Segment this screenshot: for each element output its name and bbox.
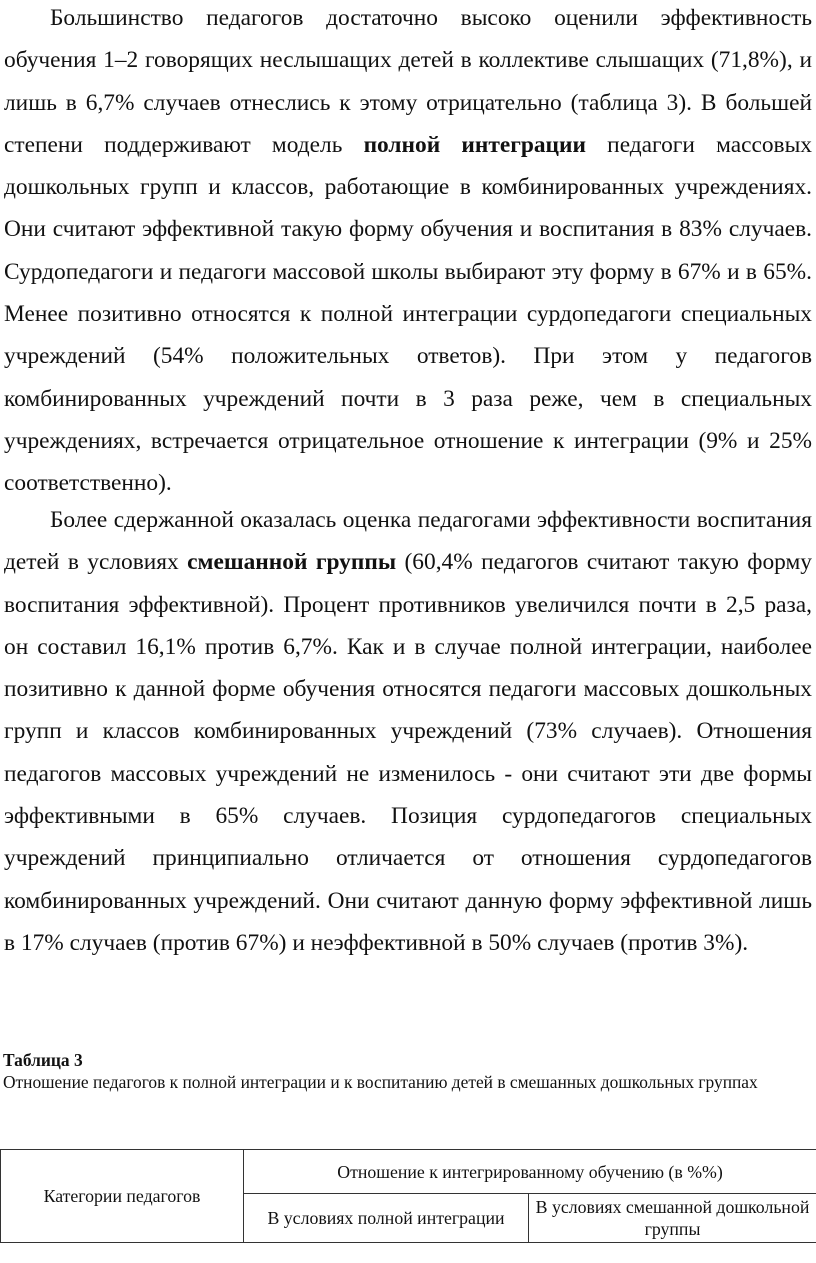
text-segment: Большинство педагогов достаточно высоко оценили эффективность обучения 1–2 говорящих неслышащих детей в коллективе слышащих (71,8%), и лишь в 6,7% случаев отнеслись к этому отрицательно (таблица 3). В большей степени поддерживают модель bbox=[4, 5, 812, 158]
header-category: Категории педагогов bbox=[1, 1150, 244, 1243]
paragraph-mixed-group bbox=[4, 499, 812, 964]
text-segment: Более сдержанной оказалась оценка педагогами эффективности воспитания детей в условиях bbox=[4, 507, 812, 576]
header-attitude-group: Отношение к интегрированному обучению (в %%) bbox=[244, 1150, 816, 1194]
text-segment: педагоги массовых дошкольных групп и классов, работающие в комбинированных учреждениях. Они считают эффективной такую форму обучения и воспитания в 83% случаев. Сурдопедагоги и педагоги массовой школы выбирают эту форму в 67% и в 65%. Менее позитивно относятся к полной интеграции сурдопедагоги специальных учреждений (54% положительных ответов). При этом у педагогов комбинированных учреждений почти в 3 раза реже, чем в специальных учреждениях, встречается отрицательное отношение к интеграции (9% и 25% соответственно). bbox=[4, 131, 813, 497]
table-header-row bbox=[1, 1150, 816, 1194]
header-full-integration: В условиях полной интеграции bbox=[244, 1194, 529, 1243]
header-mixed-group: В условиях смешанной дошкольной группы bbox=[529, 1194, 816, 1243]
bold-term-mixed-group: смешанной группы bbox=[187, 549, 397, 576]
table-caption: Отношение педагогов к полной интеграции и к воспитанию детей в смешанных дошкольных группах bbox=[3, 1072, 758, 1092]
data-table bbox=[0, 1149, 816, 1243]
table-label: Таблица 3 bbox=[3, 1050, 83, 1070]
text-segment: (60,4% педагогов считают такую форму воспитания эффективной). Процент противников увеличился почти в 2,5 раза, он составил 16,1% против 6,7%. Как и в случае полной интеграции, наиболее позитивно к данной форме обучения относятся педагоги массовых дошкольных групп и классов комбинированных учреждений (73% случаев). Отношения педагогов массовых учреждений не изменилось - они считают эти две формы эффективными в 65% случаев. Позиция сурдопедагогов специальных учреждений принципиально отличается от отношения сурдопедагогов комбинированных учреждений. Они считают данную форму эффективной лишь в 17% случаев (против 67%) и неэффективной в 50% случаев (против 3%). bbox=[4, 549, 812, 956]
bold-term-full-integration: полной интеграции bbox=[363, 131, 586, 158]
paragraph-full-integration bbox=[4, 0, 812, 505]
